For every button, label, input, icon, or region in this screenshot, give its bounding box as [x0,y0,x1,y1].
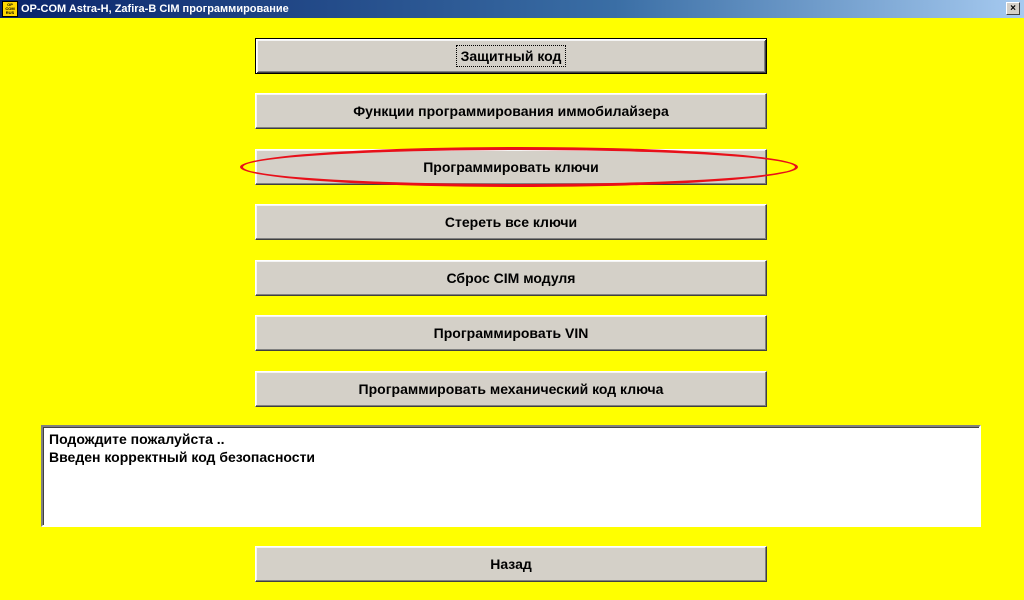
status-log[interactable] [41,425,981,527]
program-mech-code-button-label: Программировать механический код ключа [358,381,664,397]
log-line: Подождите пожалуйста .. [49,431,225,447]
reset-cim-button-label: Сброс CIM модуля [446,270,576,286]
program-keys-button-label: Программировать ключи [423,159,599,175]
immo-functions-button-label: Функции программирования иммобилайзера [353,103,669,119]
close-button[interactable]: × [1006,2,1020,15]
log-line: Введен корректный код безопасности [49,449,316,465]
security-code-button-label: Защитный код [460,48,562,64]
title-bar [0,0,1024,18]
erase-keys-button-label: Стереть все ключи [444,214,578,230]
immo-functions-button[interactable] [255,93,767,129]
security-code-button[interactable] [255,38,767,74]
reset-cim-button[interactable] [255,260,767,296]
program-keys-button[interactable] [255,149,767,185]
program-vin-button-label: Программировать VIN [433,325,589,341]
program-mech-code-button[interactable] [255,371,767,407]
app-logo-icon: OP COM RUS [2,1,18,17]
back-button[interactable] [255,546,767,582]
back-button-label: Назад [490,556,532,572]
window-title: OP-COM Astra-H, Zafira-B CIM программирование [21,3,289,15]
erase-keys-button[interactable] [255,204,767,240]
program-vin-button[interactable] [255,315,767,351]
